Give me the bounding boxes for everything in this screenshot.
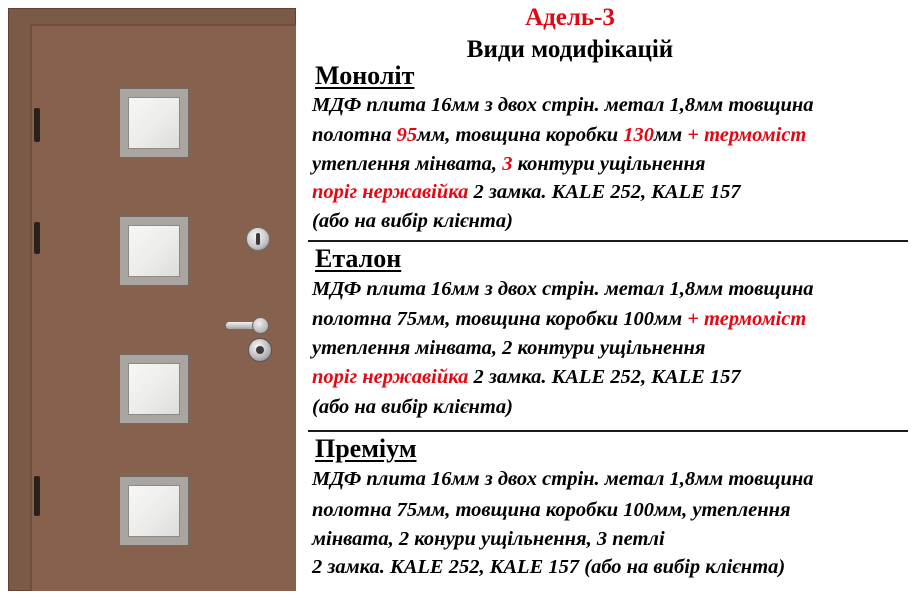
section-title-monolit: Моноліт (315, 61, 415, 90)
line-text: (або на вибір клієнта) (312, 210, 513, 232)
line-text: 2 замка. KALE 252, KALE 157 (або на вибір клієнта) (312, 556, 786, 578)
cylinder-lock-icon (248, 338, 272, 362)
highlight-text: + термоміст (687, 124, 807, 146)
line-text: мм, товщина коробки (417, 124, 624, 146)
section-line (312, 468, 814, 491)
section-line (312, 181, 741, 204)
page-subtitle: Види модифікацій (466, 36, 674, 63)
section-line (312, 556, 785, 579)
section-title-premium: Преміум (315, 434, 417, 463)
section-line (312, 153, 705, 176)
line-text: МДФ плита 16мм з двох стрін. метал 1,8мм товщина (312, 278, 814, 300)
line-text: утеплення мінвата, (312, 153, 503, 175)
line-text: мм (654, 124, 688, 146)
section-line (312, 366, 741, 389)
line-text: мінвата, 2 конури ущільнення, 3 петлі (312, 528, 665, 550)
line-text: полотна 75мм, товщина коробки 100мм (312, 308, 688, 330)
line-text: полотна (312, 124, 397, 146)
hinge-icon (34, 222, 40, 254)
section-line (312, 337, 705, 360)
line-text: утеплення мінвата, 2 контури ущільнення (312, 337, 706, 359)
section-line (312, 210, 513, 233)
section-line (312, 94, 814, 117)
line-text: 2 замка. KALE 252, KALE 157 (468, 181, 741, 203)
section-line (312, 396, 513, 419)
glass-window (119, 88, 189, 158)
section-line (312, 499, 791, 522)
highlight-text: поріг нержавійка (312, 366, 469, 388)
section-line (312, 308, 806, 331)
section-line (312, 278, 814, 301)
highlight-text: + термоміст (687, 308, 807, 330)
divider (308, 240, 908, 242)
highlight-text: поріг нержавійка (312, 181, 469, 203)
line-text: 2 замка. KALE 252, KALE 157 (468, 366, 741, 388)
divider (308, 430, 908, 432)
lock-icon (246, 227, 270, 251)
glass-window (119, 354, 189, 424)
line-text: МДФ плита 16мм з двох стрін. метал 1,8мм товщина (312, 468, 814, 490)
line-text: полотна 75мм, товщина коробки 100мм, утеплення (312, 499, 791, 521)
line-text: МДФ плита 16мм з двох стрін. метал 1,8мм товщина (312, 94, 814, 116)
page-title: Адель-3 (525, 4, 615, 31)
section-line (312, 528, 665, 551)
highlight-text: 3 (502, 153, 513, 175)
section-line (312, 124, 806, 147)
line-text: (або на вибір клієнта) (312, 396, 513, 418)
handle-rose-icon (252, 317, 269, 334)
hinge-icon (34, 476, 40, 516)
hinge-icon (34, 108, 40, 142)
line-text: контури ущільнення (512, 153, 706, 175)
section-title-etalon: Еталон (315, 244, 402, 273)
glass-window (119, 216, 189, 286)
highlight-text: 130 (623, 124, 655, 146)
glass-window (119, 476, 189, 546)
highlight-text: 95 (396, 124, 418, 146)
